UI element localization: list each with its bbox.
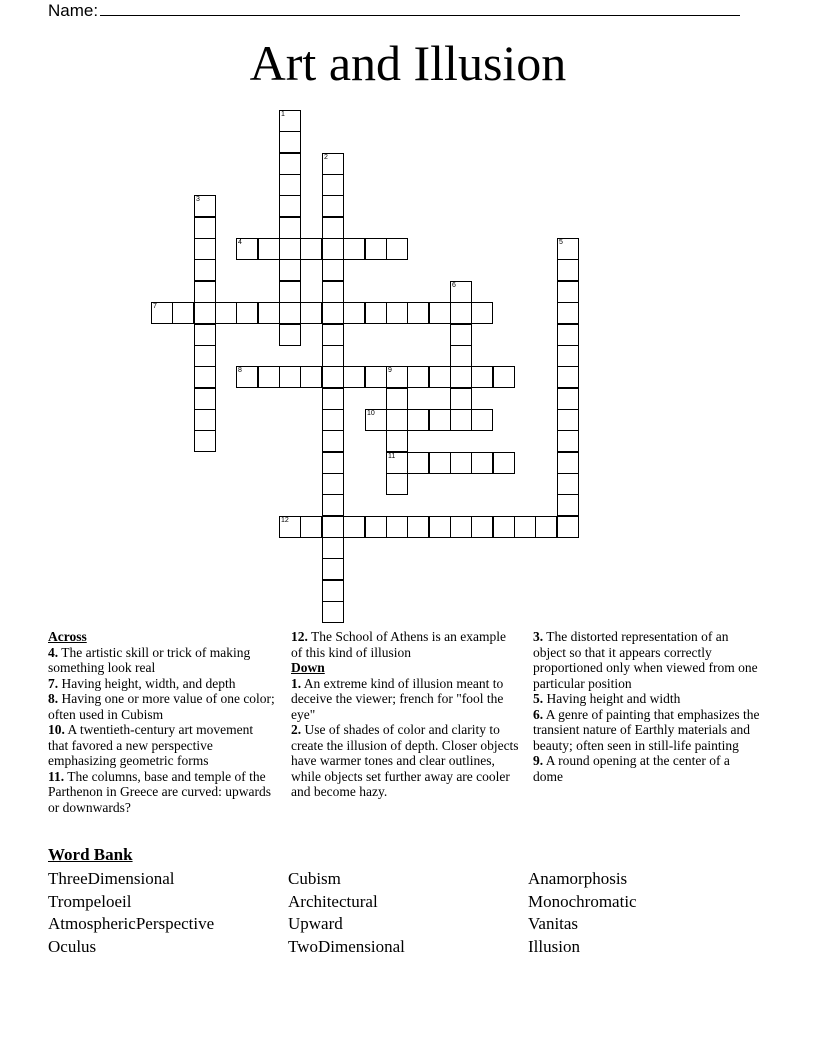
cell-number: 10 [367,410,375,417]
grid-cell[interactable] [322,281,344,303]
grid-cell[interactable] [386,366,408,388]
word-bank-column-2 [288,868,405,959]
grid-cell[interactable] [194,324,216,346]
grid-cell[interactable] [557,473,579,495]
word-bank-column-1 [48,868,214,959]
cell-number: 1 [281,111,285,118]
clue [533,753,761,784]
grid-cell[interactable] [300,366,322,388]
grid-cell[interactable] [151,302,173,324]
grid-cell[interactable] [386,302,408,324]
grid-cell[interactable] [322,430,344,452]
grid-cell[interactable] [471,366,493,388]
clue-number: 8. [48,691,59,706]
clue-text: The artistic skill or trick of making something look real [48,644,251,675]
grid-cell[interactable] [279,153,301,175]
cell-number: 11 [388,453,396,460]
clue-number: 6. [533,706,544,722]
cell-number: 5 [559,239,563,246]
grid-cell[interactable] [279,324,301,346]
grid-cell[interactable] [194,366,216,388]
clue-number: 7. [48,675,59,691]
grid-cell[interactable] [194,345,216,367]
grid-cell[interactable] [429,452,451,474]
grid-cell[interactable] [279,217,301,239]
grid-cell[interactable] [429,366,451,388]
grid-cell[interactable] [194,430,216,452]
grid-cell[interactable] [429,516,451,538]
grid-cell[interactable] [365,516,387,538]
word-bank-heading: Word Bank [48,845,133,864]
grid-cell[interactable] [557,452,579,474]
grid-cell[interactable] [407,302,429,324]
clue [533,629,761,691]
grid-cell[interactable] [279,366,301,388]
grid-cell[interactable] [386,473,408,495]
grid-cell[interactable] [557,345,579,367]
clue [48,691,276,722]
grid-cell[interactable] [471,452,493,474]
grid-cell[interactable] [535,516,557,538]
clue [533,691,761,707]
grid-cell[interactable] [557,494,579,516]
grid-cell[interactable] [557,281,579,303]
clue-number: 3. [533,629,544,644]
grid-cell[interactable] [429,302,451,324]
grid-cell[interactable] [557,302,579,324]
clue [291,629,519,660]
clue-text: The distorted representation of an object so that it appears correctly proportioned only when viewed from one particular position [533,629,758,691]
clue-text: Use of shades of color and clarity to create the illusion of depth. Closer objects have warmer tones and clear outlines, while objects set further away are cooler and become hazy. [291,722,519,799]
clue [533,707,761,754]
grid-cell[interactable] [322,580,344,602]
grid-cell[interactable] [493,516,515,538]
grid-cell[interactable] [407,409,429,431]
clue [48,722,276,769]
grid-cell[interactable] [194,281,216,303]
clue-text: An extreme kind of illusion meant to deceive the viewer; french for "fool the eye" [291,675,504,722]
grid-cell[interactable] [322,238,344,260]
grid-cell[interactable] [557,516,579,538]
grid-cell[interactable] [450,366,472,388]
grid-cell[interactable] [514,516,536,538]
grid-cell[interactable] [407,452,429,474]
grid-cell[interactable] [365,366,387,388]
grid-cell[interactable] [557,259,579,281]
grid-cell[interactable] [557,238,579,260]
grid-cell[interactable] [300,238,322,260]
clue-number: 9. [533,753,544,768]
cell-number: 8 [238,367,242,374]
grid-cell[interactable] [236,366,258,388]
grid-cell[interactable] [215,302,237,324]
clue-number: 12. [291,629,308,644]
grid-cell[interactable] [386,388,408,410]
word-bank-item: ThreeDimensional [48,869,175,888]
grid-cell[interactable] [322,195,344,217]
grid-cell[interactable] [322,153,344,175]
word-bank-item: Illusion [528,937,580,957]
grid-cell[interactable] [236,238,258,260]
clue-text: The columns, base and temple of the Parthenon in Greece are curved: upwards or downwards? [48,768,272,815]
grid-cell[interactable] [450,388,472,410]
cell-number: 12 [281,517,289,524]
grid-cell[interactable] [557,388,579,410]
grid-cell[interactable] [322,174,344,196]
word-bank-item: Monochromatic [528,891,637,911]
grid-cell[interactable] [258,302,280,324]
word-bank-item: Architectural [288,891,378,911]
grid-cell[interactable] [407,366,429,388]
grid-cell[interactable] [279,131,301,153]
grid-cell[interactable] [236,302,258,324]
grid-cell[interactable] [322,516,344,538]
cell-number: 3 [196,196,200,203]
clue-text: A round opening at the center of a dome [533,753,730,784]
grid-cell[interactable] [386,409,408,431]
grid-cell[interactable] [322,217,344,239]
grid-cell[interactable] [194,302,216,324]
clue-number: 11. [48,768,65,784]
grid-cell[interactable] [343,366,365,388]
grid-cell[interactable] [343,302,365,324]
grid-cell[interactable] [557,409,579,431]
cell-number: 7 [153,303,157,310]
grid-cell[interactable] [386,516,408,538]
grid-cell[interactable] [343,516,365,538]
clue-number: 1. [291,675,302,691]
down-heading: Down [291,660,325,675]
clue-text: The School of Athens is an example of this kind of illusion [291,629,506,660]
grid-cell[interactable] [194,238,216,260]
grid-cell[interactable] [450,324,472,346]
grid-cell[interactable] [279,238,301,260]
cell-number: 6 [452,282,456,289]
word-bank-item: AtmosphericPerspective [48,914,215,934]
word-bank-item: TwoDimensional [288,937,405,957]
word-bank-item: Vanitas [528,914,579,934]
clue [291,722,519,800]
across-heading: Across [48,629,87,644]
clue [48,769,276,816]
cell-number: 9 [388,367,392,374]
clue-number: 2. [291,722,302,737]
grid-cell[interactable] [429,409,451,431]
grid-cell[interactable] [194,195,216,217]
grid-cell[interactable] [471,302,493,324]
grid-cell[interactable] [322,324,344,346]
clues-column-1 [48,629,276,815]
grid-cell[interactable] [322,302,344,324]
clue-text: A twentieth-century art movement that favored a new perspective emphasizing geometric forms [48,722,254,768]
grid-cell[interactable] [322,259,344,281]
grid-cell[interactable] [194,388,216,410]
grid-cell[interactable] [279,281,301,303]
grid-cell[interactable] [279,174,301,196]
grid-cell[interactable] [450,345,472,367]
grid-cell[interactable] [194,217,216,239]
grid-cell[interactable] [258,366,280,388]
grid-cell[interactable] [557,324,579,346]
word-bank-item: Oculus [48,937,97,957]
name-label: Name: [48,1,99,20]
clue-number: 5. [533,691,544,706]
grid-cell[interactable] [300,516,322,538]
word-bank-column-3 [528,868,637,959]
grid-cell[interactable] [343,238,365,260]
clues-column-2 [291,629,519,800]
clue [48,676,276,692]
grid-cell[interactable] [557,366,579,388]
grid-cell[interactable] [386,452,408,474]
grid-cell[interactable] [386,430,408,452]
grid-cell[interactable] [279,259,301,281]
grid-cell[interactable] [450,409,472,431]
clues-column-3 [533,629,761,784]
word-bank-item: Trompeloeil [48,891,132,911]
clue-number: 10. [48,722,65,737]
grid-cell[interactable] [407,516,429,538]
grid-cell[interactable] [194,409,216,431]
grid-cell[interactable] [322,452,344,474]
cell-number: 4 [238,239,242,246]
clue-text: A genre of painting that emphasizes the transient nature of Earthly materials and beauty; often seen in still-life painting [533,706,760,753]
grid-cell[interactable] [194,259,216,281]
grid-cell[interactable] [450,516,472,538]
grid-cell[interactable] [322,537,344,559]
clue-number: 4. [48,644,59,660]
clue [48,645,276,676]
page-title: Art and Illusion [249,35,567,91]
grid-cell[interactable] [365,302,387,324]
word-bank-item: Cubism [288,869,341,888]
grid-cell[interactable] [322,494,344,516]
grid-cell[interactable] [279,110,301,132]
grid-cell[interactable] [471,409,493,431]
grid-cell[interactable] [365,409,387,431]
grid-cell[interactable] [450,452,472,474]
grid-cell[interactable] [557,430,579,452]
grid-cell[interactable] [322,558,344,580]
grid-cell[interactable] [493,452,515,474]
grid-cell[interactable] [450,302,472,324]
word-bank-item: Anamorphosis [528,869,628,888]
clue-text: Having height and width [546,691,681,706]
grid-cell[interactable] [365,238,387,260]
grid-cell[interactable] [322,601,344,623]
word-bank-item: Upward [288,914,343,934]
grid-cell[interactable] [322,409,344,431]
grid-cell[interactable] [322,366,344,388]
clue [291,676,519,723]
grid-cell[interactable] [322,388,344,410]
clue-text: Having height, width, and depth [61,675,236,691]
grid-cell[interactable] [172,302,194,324]
grid-cell[interactable] [300,302,322,324]
grid-cell[interactable] [450,281,472,303]
grid-cell[interactable] [279,195,301,217]
grid-cell[interactable] [279,302,301,324]
clue-text: Having one or more value of one color; often used in Cubism [48,691,275,722]
grid-cell[interactable] [386,238,408,260]
grid-cell[interactable] [322,473,344,495]
grid-cell[interactable] [258,238,280,260]
grid-cell[interactable] [322,345,344,367]
grid-cell[interactable] [471,516,493,538]
grid-cell[interactable] [279,516,301,538]
cell-number: 2 [324,154,328,161]
grid-cell[interactable] [493,366,515,388]
